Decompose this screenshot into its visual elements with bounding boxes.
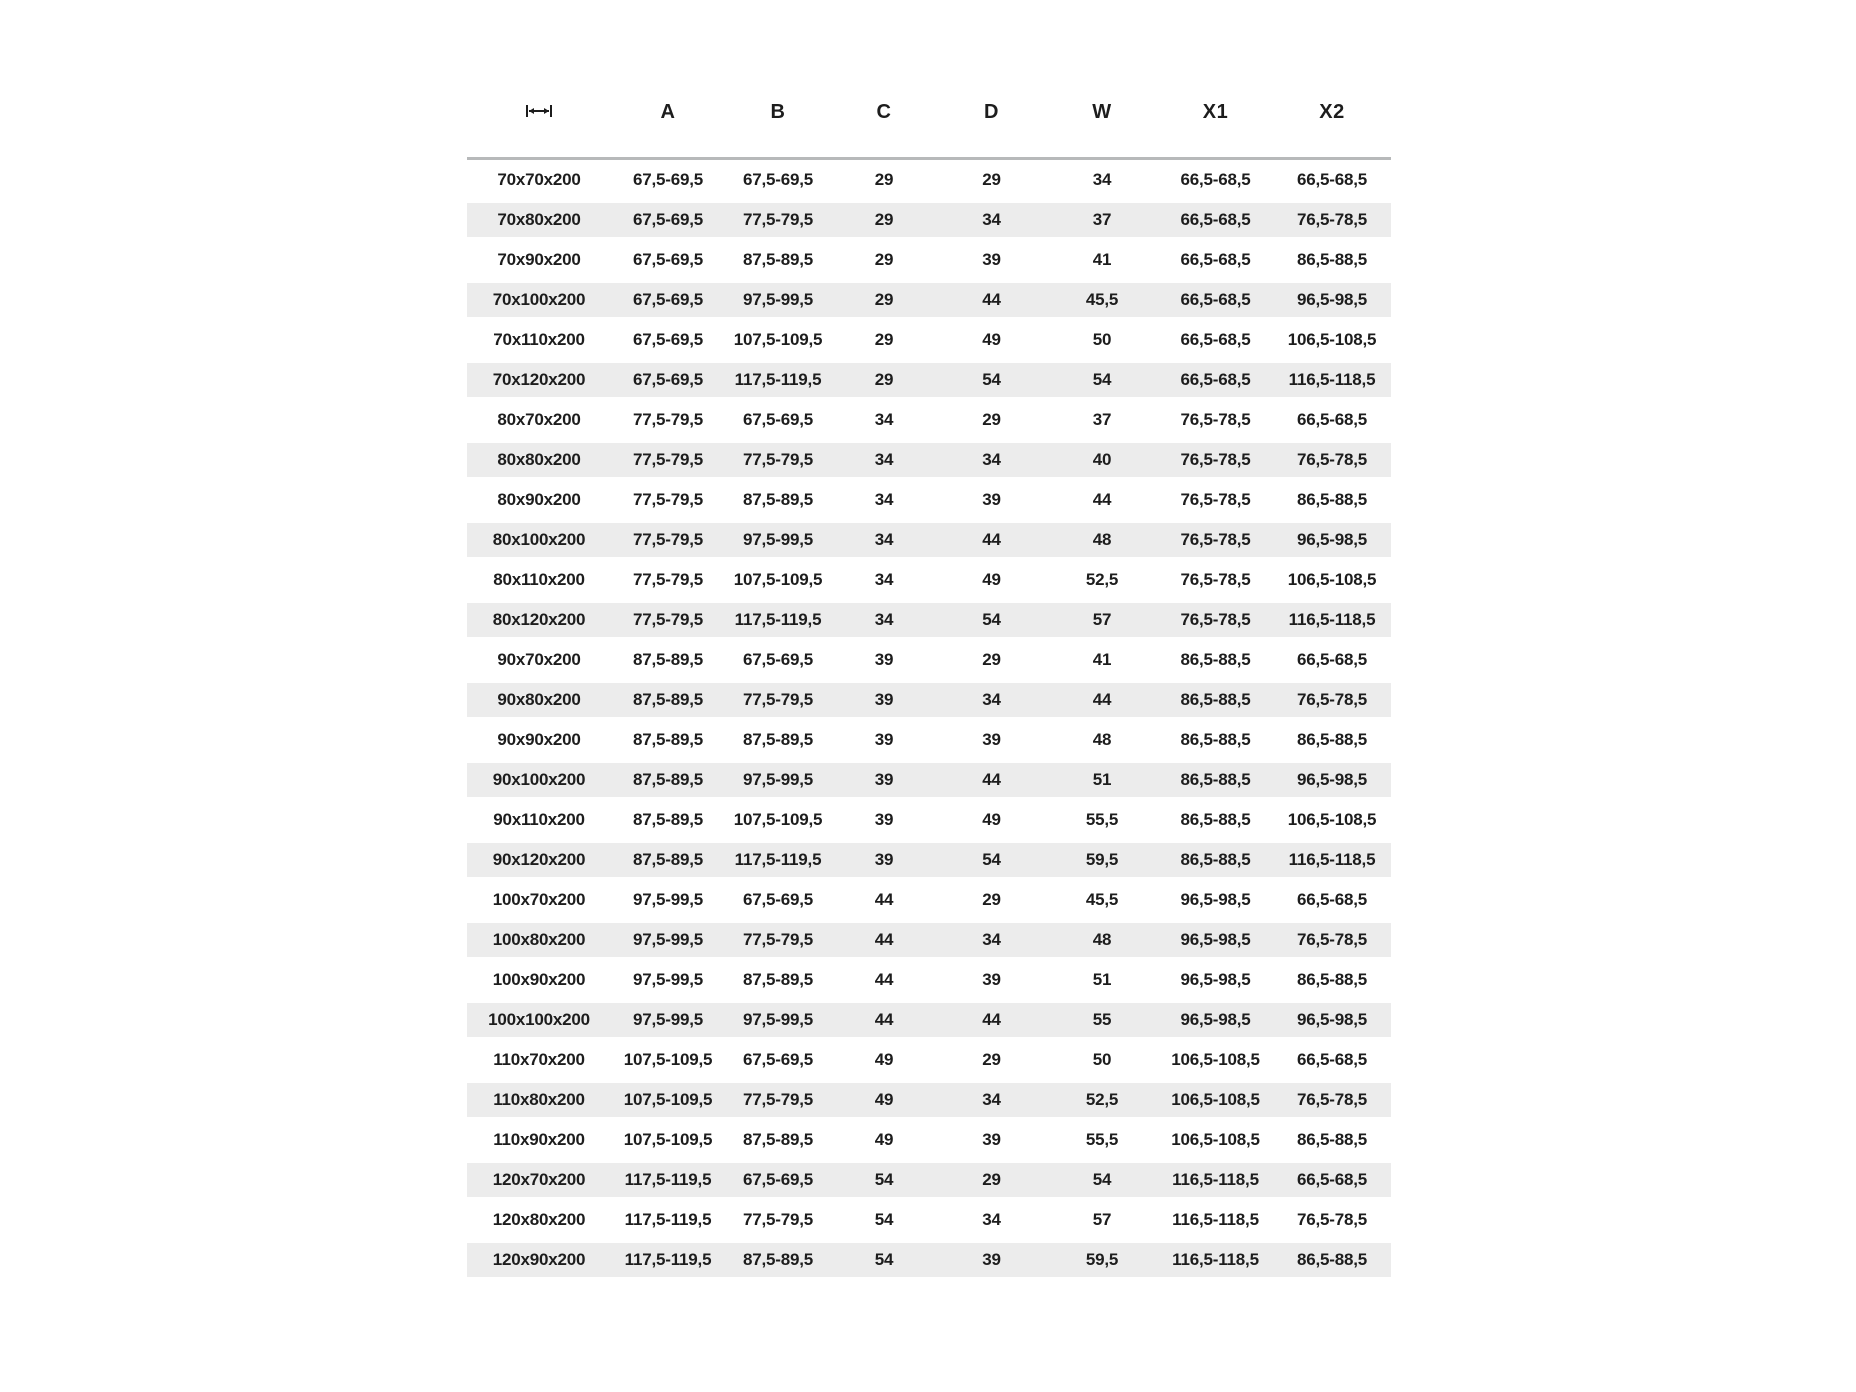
cell-w: 54 bbox=[1092, 370, 1112, 389]
cell-c: 39 bbox=[874, 850, 894, 869]
cell-size: 90x100x200 bbox=[492, 770, 586, 789]
table-row bbox=[467, 1120, 1391, 1160]
cell-x2: 66,5-68,5 bbox=[1296, 410, 1368, 429]
cell-b: 77,5-79,5 bbox=[742, 1090, 814, 1109]
cell-a: 77,5-79,5 bbox=[632, 450, 704, 469]
cell-x1: 116,5-118,5 bbox=[1172, 1210, 1259, 1229]
cell-x2: 86,5-88,5 bbox=[1296, 970, 1368, 989]
cell-size: 80x70x200 bbox=[497, 410, 581, 429]
cell-x1: 66,5-68,5 bbox=[1180, 170, 1251, 189]
cell-w: 52,5 bbox=[1085, 1090, 1119, 1109]
cell-d: 34 bbox=[982, 1210, 1001, 1229]
table-row bbox=[467, 560, 1391, 600]
table-row bbox=[467, 680, 1391, 720]
cell-x2: 76,5-78,5 bbox=[1296, 1210, 1368, 1229]
cell-c: 49 bbox=[874, 1130, 894, 1149]
cell-d: 49 bbox=[982, 810, 1001, 829]
cell-b: 97,5-99,5 bbox=[742, 530, 814, 549]
cell-d: 29 bbox=[982, 410, 1001, 429]
cell-x1: 76,5-78,5 bbox=[1180, 490, 1251, 509]
cell-x2: 96,5-98,5 bbox=[1296, 530, 1368, 549]
cell-b: 87,5-89,5 bbox=[742, 970, 814, 989]
cell-a: 107,5-109,5 bbox=[623, 1090, 713, 1109]
cell-x1: 76,5-78,5 bbox=[1180, 570, 1251, 589]
cell-b: 87,5-89,5 bbox=[742, 730, 814, 749]
table-row bbox=[467, 880, 1391, 920]
cell-w: 57 bbox=[1092, 610, 1112, 629]
cell-w: 41 bbox=[1092, 250, 1112, 269]
cell-x1: 86,5-88,5 bbox=[1180, 730, 1251, 749]
cell-c: 54 bbox=[874, 1170, 894, 1189]
cell-c: 44 bbox=[874, 1010, 894, 1029]
cell-a: 67,5-69,5 bbox=[632, 290, 704, 309]
cell-x1: 86,5-88,5 bbox=[1180, 810, 1251, 829]
cell-c: 34 bbox=[874, 570, 894, 589]
table-row bbox=[467, 520, 1391, 560]
cell-size: 90x70x200 bbox=[497, 650, 581, 669]
cell-c: 29 bbox=[874, 290, 894, 309]
cell-x2: 116,5-118,5 bbox=[1288, 610, 1376, 629]
cell-a: 77,5-79,5 bbox=[632, 610, 704, 629]
cell-a: 117,5-119,5 bbox=[624, 1210, 712, 1229]
cell-x2: 86,5-88,5 bbox=[1296, 1130, 1368, 1149]
cell-x1: 66,5-68,5 bbox=[1180, 250, 1251, 269]
cell-d: 39 bbox=[982, 490, 1001, 509]
cell-d: 44 bbox=[982, 530, 1001, 549]
cell-b: 77,5-79,5 bbox=[742, 1210, 814, 1229]
table-row bbox=[467, 240, 1391, 280]
cell-w: 41 bbox=[1092, 650, 1112, 669]
table-row bbox=[467, 440, 1391, 480]
cell-c: 34 bbox=[874, 450, 894, 469]
table-header-row bbox=[467, 75, 1391, 149]
cell-d: 54 bbox=[982, 370, 1001, 389]
table-row bbox=[467, 800, 1391, 840]
column-header-x2: X2 bbox=[1319, 100, 1345, 123]
cell-c: 39 bbox=[874, 650, 894, 669]
table-row bbox=[467, 1000, 1391, 1040]
cell-a: 107,5-109,5 bbox=[623, 1130, 713, 1149]
cell-x1: 66,5-68,5 bbox=[1180, 290, 1251, 309]
cell-w: 48 bbox=[1092, 530, 1112, 549]
cell-b: 87,5-89,5 bbox=[742, 250, 814, 269]
cell-size: 70x120x200 bbox=[492, 370, 586, 389]
cell-d: 34 bbox=[982, 690, 1001, 709]
cell-w: 59,5 bbox=[1085, 850, 1119, 869]
cell-x1: 96,5-98,5 bbox=[1180, 930, 1251, 949]
cell-b: 107,5-109,5 bbox=[733, 810, 823, 829]
cell-a: 77,5-79,5 bbox=[632, 530, 704, 549]
cell-b: 87,5-89,5 bbox=[742, 1130, 814, 1149]
cell-x1: 86,5-88,5 bbox=[1180, 770, 1251, 789]
cell-b: 117,5-119,5 bbox=[734, 610, 822, 629]
cell-size: 80x100x200 bbox=[492, 530, 586, 549]
cell-a: 87,5-89,5 bbox=[632, 730, 704, 749]
cell-a: 77,5-79,5 bbox=[632, 570, 704, 589]
cell-w: 40 bbox=[1092, 450, 1112, 469]
cell-x2: 66,5-68,5 bbox=[1296, 890, 1368, 909]
cell-w: 34 bbox=[1092, 170, 1112, 189]
column-header-x1: X1 bbox=[1202, 100, 1229, 123]
cell-b: 117,5-119,5 bbox=[734, 370, 822, 389]
cell-w: 54 bbox=[1092, 1170, 1112, 1189]
cell-x2: 76,5-78,5 bbox=[1296, 930, 1368, 949]
column-header-d: D bbox=[984, 100, 999, 123]
cell-x2: 106,5-108,5 bbox=[1287, 810, 1377, 829]
cell-size: 80x110x200 bbox=[493, 570, 585, 589]
cell-d: 29 bbox=[982, 890, 1001, 909]
cell-b: 67,5-69,5 bbox=[742, 410, 814, 429]
cell-w: 48 bbox=[1092, 730, 1112, 749]
cell-b: 77,5-79,5 bbox=[742, 210, 814, 229]
cell-a: 67,5-69,5 bbox=[632, 370, 704, 389]
cell-x2: 76,5-78,5 bbox=[1296, 450, 1368, 469]
cell-size: 70x70x200 bbox=[497, 170, 581, 189]
cell-size: 80x120x200 bbox=[492, 610, 586, 629]
cell-w: 50 bbox=[1092, 330, 1112, 349]
cell-size: 70x90x200 bbox=[497, 250, 581, 269]
cell-d: 39 bbox=[982, 1130, 1001, 1149]
table-row bbox=[467, 600, 1391, 640]
cell-b: 77,5-79,5 bbox=[742, 930, 814, 949]
cell-a: 87,5-89,5 bbox=[632, 650, 704, 669]
cell-b: 67,5-69,5 bbox=[742, 890, 814, 909]
cell-d: 29 bbox=[982, 170, 1001, 189]
cell-x2: 86,5-88,5 bbox=[1296, 1250, 1368, 1269]
cell-c: 29 bbox=[874, 210, 894, 229]
cell-d: 34 bbox=[982, 210, 1001, 229]
cell-w: 55,5 bbox=[1085, 1130, 1119, 1149]
cell-x1: 116,5-118,5 bbox=[1172, 1170, 1259, 1189]
table-row bbox=[467, 720, 1391, 760]
cell-b: 67,5-69,5 bbox=[742, 170, 814, 189]
cell-b: 87,5-89,5 bbox=[742, 490, 814, 509]
cell-size: 120x70x200 bbox=[492, 1170, 586, 1189]
dimensions-table bbox=[467, 75, 1391, 1280]
cell-x1: 106,5-108,5 bbox=[1171, 1130, 1260, 1149]
cell-c: 49 bbox=[874, 1090, 894, 1109]
cell-w: 59,5 bbox=[1085, 1250, 1119, 1269]
cell-a: 97,5-99,5 bbox=[632, 930, 704, 949]
cell-d: 49 bbox=[982, 330, 1001, 349]
cell-x1: 106,5-108,5 bbox=[1171, 1050, 1260, 1069]
cell-x2: 66,5-68,5 bbox=[1296, 650, 1368, 669]
cell-c: 29 bbox=[874, 170, 894, 189]
cell-w: 50 bbox=[1092, 1050, 1112, 1069]
cell-x1: 96,5-98,5 bbox=[1180, 890, 1251, 909]
cell-size: 80x80x200 bbox=[497, 450, 581, 469]
cell-size: 100x100x200 bbox=[488, 1010, 590, 1029]
cell-b: 67,5-69,5 bbox=[742, 1170, 814, 1189]
cell-b: 117,5-119,5 bbox=[734, 850, 822, 869]
cell-d: 49 bbox=[982, 570, 1001, 589]
column-header-b: B bbox=[770, 100, 786, 123]
cell-size: 110x70x200 bbox=[493, 1050, 585, 1069]
cell-x2: 76,5-78,5 bbox=[1296, 1090, 1368, 1109]
cell-c: 39 bbox=[874, 810, 894, 829]
cell-c: 49 bbox=[874, 1050, 894, 1069]
cell-size: 90x120x200 bbox=[492, 850, 586, 869]
table-row bbox=[467, 760, 1391, 800]
cell-x2: 76,5-78,5 bbox=[1296, 210, 1368, 229]
cell-c: 29 bbox=[874, 250, 894, 269]
cell-d: 44 bbox=[982, 1010, 1001, 1029]
cell-w: 51 bbox=[1092, 770, 1112, 789]
column-header-w: W bbox=[1092, 100, 1112, 123]
table-row bbox=[467, 320, 1391, 360]
cell-x1: 86,5-88,5 bbox=[1180, 690, 1251, 709]
column-header-c: C bbox=[876, 100, 892, 123]
cell-c: 34 bbox=[874, 490, 894, 509]
cell-x2: 96,5-98,5 bbox=[1296, 290, 1368, 309]
cell-x1: 86,5-88,5 bbox=[1180, 650, 1251, 669]
cell-c: 44 bbox=[874, 890, 894, 909]
cell-x1: 76,5-78,5 bbox=[1180, 450, 1251, 469]
table-row bbox=[467, 200, 1391, 240]
cell-d: 34 bbox=[982, 450, 1001, 469]
cell-d: 54 bbox=[982, 610, 1001, 629]
cell-a: 67,5-69,5 bbox=[632, 250, 704, 269]
cell-c: 39 bbox=[874, 730, 894, 749]
cell-d: 39 bbox=[982, 970, 1001, 989]
cell-c: 44 bbox=[874, 970, 894, 989]
cell-size: 110x80x200 bbox=[493, 1090, 585, 1109]
cell-x2: 86,5-88,5 bbox=[1296, 250, 1368, 269]
table-body bbox=[467, 160, 1391, 1280]
cell-a: 97,5-99,5 bbox=[632, 890, 704, 909]
cell-x2: 66,5-68,5 bbox=[1296, 1170, 1368, 1189]
cell-x1: 76,5-78,5 bbox=[1180, 410, 1251, 429]
cell-x2: 116,5-118,5 bbox=[1288, 850, 1376, 869]
column-header-a: A bbox=[660, 100, 676, 123]
cell-x1: 96,5-98,5 bbox=[1180, 970, 1251, 989]
cell-size: 80x90x200 bbox=[497, 490, 581, 509]
cell-a: 67,5-69,5 bbox=[632, 210, 704, 229]
cell-c: 39 bbox=[874, 770, 894, 789]
cell-w: 37 bbox=[1092, 210, 1112, 229]
cell-c: 34 bbox=[874, 410, 894, 429]
cell-x2: 76,5-78,5 bbox=[1296, 690, 1368, 709]
cell-size: 120x90x200 bbox=[492, 1250, 586, 1269]
cell-x1: 76,5-78,5 bbox=[1180, 530, 1251, 549]
cell-c: 34 bbox=[874, 530, 894, 549]
cell-size: 90x80x200 bbox=[497, 690, 581, 709]
cell-x1: 66,5-68,5 bbox=[1180, 370, 1251, 389]
cell-a: 117,5-119,5 bbox=[624, 1170, 712, 1189]
cell-w: 48 bbox=[1092, 930, 1112, 949]
cell-x2: 106,5-108,5 bbox=[1287, 570, 1377, 589]
cell-size: 90x110x200 bbox=[493, 810, 585, 829]
cell-x1: 66,5-68,5 bbox=[1180, 330, 1251, 349]
cell-b: 87,5-89,5 bbox=[742, 1250, 814, 1269]
cell-a: 77,5-79,5 bbox=[632, 410, 704, 429]
cell-a: 67,5-69,5 bbox=[632, 330, 704, 349]
cell-d: 44 bbox=[982, 290, 1001, 309]
cell-d: 54 bbox=[982, 850, 1001, 869]
table-row bbox=[467, 360, 1391, 400]
cell-size: 70x100x200 bbox=[492, 290, 586, 309]
cell-c: 29 bbox=[874, 370, 894, 389]
cell-x2: 116,5-118,5 bbox=[1288, 370, 1376, 389]
cell-c: 54 bbox=[874, 1210, 894, 1229]
cell-w: 44 bbox=[1092, 490, 1112, 509]
cell-w: 44 bbox=[1092, 690, 1112, 709]
cell-x1: 66,5-68,5 bbox=[1180, 210, 1251, 229]
size-column-header bbox=[467, 101, 611, 124]
table-row bbox=[467, 1240, 1391, 1280]
table-row bbox=[467, 960, 1391, 1000]
cell-b: 77,5-79,5 bbox=[742, 690, 814, 709]
cell-x2: 66,5-68,5 bbox=[1296, 1050, 1368, 1069]
table-row bbox=[467, 1080, 1391, 1120]
cell-w: 55,5 bbox=[1085, 810, 1119, 829]
cell-size: 110x90x200 bbox=[493, 1130, 585, 1149]
cell-x1: 116,5-118,5 bbox=[1172, 1250, 1259, 1269]
cell-c: 29 bbox=[874, 330, 894, 349]
cell-b: 97,5-99,5 bbox=[742, 770, 814, 789]
cell-x2: 106,5-108,5 bbox=[1287, 330, 1377, 349]
cell-c: 39 bbox=[874, 690, 894, 709]
cell-a: 97,5-99,5 bbox=[632, 970, 704, 989]
cell-d: 34 bbox=[982, 930, 1001, 949]
cell-x2: 96,5-98,5 bbox=[1296, 770, 1368, 789]
cell-a: 97,5-99,5 bbox=[632, 1010, 704, 1029]
cell-w: 52,5 bbox=[1085, 570, 1119, 589]
cell-d: 29 bbox=[982, 1050, 1001, 1069]
cell-b: 107,5-109,5 bbox=[733, 570, 823, 589]
cell-x1: 86,5-88,5 bbox=[1180, 850, 1251, 869]
cell-x1: 96,5-98,5 bbox=[1180, 1010, 1251, 1029]
cell-x2: 86,5-88,5 bbox=[1296, 490, 1368, 509]
cell-a: 67,5-69,5 bbox=[632, 170, 704, 189]
cell-c: 54 bbox=[874, 1250, 894, 1269]
cell-d: 29 bbox=[982, 1170, 1001, 1189]
cell-x1: 106,5-108,5 bbox=[1171, 1090, 1260, 1109]
cell-b: 97,5-99,5 bbox=[742, 290, 814, 309]
table-row bbox=[467, 920, 1391, 960]
cell-b: 97,5-99,5 bbox=[742, 1010, 814, 1029]
cell-b: 67,5-69,5 bbox=[742, 650, 814, 669]
cell-size: 70x110x200 bbox=[493, 330, 585, 349]
cell-size: 90x90x200 bbox=[497, 730, 581, 749]
table-row bbox=[467, 1040, 1391, 1080]
cell-d: 39 bbox=[982, 1250, 1001, 1269]
cell-a: 87,5-89,5 bbox=[632, 850, 704, 869]
cell-size: 70x80x200 bbox=[497, 210, 581, 229]
table-row bbox=[467, 840, 1391, 880]
cell-b: 67,5-69,5 bbox=[742, 1050, 814, 1069]
table-row bbox=[467, 480, 1391, 520]
table-row bbox=[467, 280, 1391, 320]
cell-w: 51 bbox=[1092, 970, 1112, 989]
cell-size: 100x80x200 bbox=[492, 930, 586, 949]
cell-w: 55 bbox=[1092, 1010, 1112, 1029]
cell-d: 34 bbox=[982, 1090, 1001, 1109]
cell-w: 45,5 bbox=[1085, 290, 1119, 309]
cell-c: 34 bbox=[874, 610, 894, 629]
table-row bbox=[467, 400, 1391, 440]
cell-d: 39 bbox=[982, 730, 1001, 749]
width-dimension-icon bbox=[525, 101, 553, 124]
cell-c: 44 bbox=[874, 930, 894, 949]
cell-a: 87,5-89,5 bbox=[632, 770, 704, 789]
cell-a: 117,5-119,5 bbox=[624, 1250, 712, 1269]
cell-a: 87,5-89,5 bbox=[632, 810, 704, 829]
table-row bbox=[467, 160, 1391, 200]
table-row bbox=[467, 1160, 1391, 1200]
cell-d: 29 bbox=[982, 650, 1001, 669]
cell-a: 107,5-109,5 bbox=[623, 1050, 713, 1069]
cell-x1: 76,5-78,5 bbox=[1180, 610, 1251, 629]
table-row bbox=[467, 1200, 1391, 1240]
cell-w: 57 bbox=[1092, 1210, 1112, 1229]
cell-x2: 86,5-88,5 bbox=[1296, 730, 1368, 749]
cell-x2: 66,5-68,5 bbox=[1296, 170, 1368, 189]
cell-b: 77,5-79,5 bbox=[742, 450, 814, 469]
cell-d: 39 bbox=[982, 250, 1001, 269]
cell-b: 107,5-109,5 bbox=[733, 330, 823, 349]
cell-size: 120x80x200 bbox=[492, 1210, 586, 1229]
cell-w: 45,5 bbox=[1085, 890, 1119, 909]
cell-x2: 96,5-98,5 bbox=[1296, 1010, 1368, 1029]
table-row bbox=[467, 640, 1391, 680]
cell-size: 100x70x200 bbox=[492, 890, 586, 909]
cell-size: 100x90x200 bbox=[492, 970, 586, 989]
cell-d: 44 bbox=[982, 770, 1001, 789]
cell-a: 77,5-79,5 bbox=[632, 490, 704, 509]
cell-w: 37 bbox=[1092, 410, 1112, 429]
cell-a: 87,5-89,5 bbox=[632, 690, 704, 709]
